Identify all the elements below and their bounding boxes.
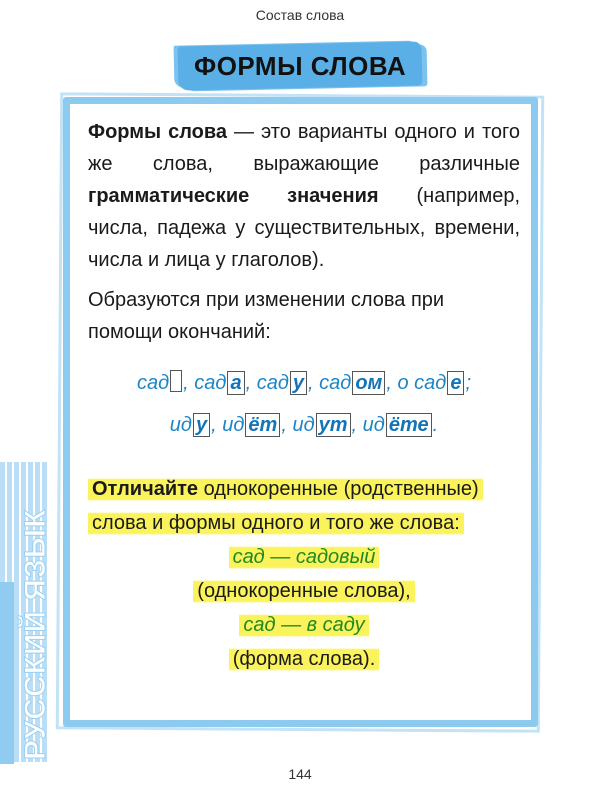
example-ending-box: ом — [352, 371, 385, 395]
example-separator: , — [211, 414, 223, 436]
example-ending-box: е — [447, 371, 464, 395]
example-stem: сад — [319, 372, 352, 394]
example-separator: , — [308, 372, 320, 394]
example-separator: , — [183, 372, 195, 394]
note-bold: Отличайте — [92, 478, 199, 500]
subject-side-label: РУССКИЙ ЯЗЫК — [19, 508, 52, 760]
example-ending-box: ёт — [245, 413, 280, 437]
note-highlight — [88, 476, 483, 536]
pair-1-words: сад — садовый — [229, 544, 380, 570]
example-separator: , — [281, 414, 293, 436]
note-block — [88, 472, 520, 676]
example-stem: сад — [194, 372, 227, 394]
title-wrap — [0, 44, 600, 88]
example-separator: , — [245, 372, 257, 394]
title-highlight — [178, 41, 423, 90]
example-separator: , — [351, 414, 363, 436]
example-stem: ид — [362, 414, 385, 436]
side-solid-bar — [0, 582, 14, 764]
example-stem: ид — [222, 414, 245, 436]
example-stem: сад — [136, 372, 170, 394]
definition-text-2: (например, числа, падежа у существительных, времени, числа и лица у глаголов). — [88, 185, 520, 271]
example-separator: ; — [465, 372, 472, 394]
example-separator: . — [432, 414, 439, 436]
pair-1 — [88, 540, 520, 608]
example-ending-box — [170, 370, 182, 392]
content-area — [88, 116, 520, 676]
example-stem: ид — [169, 414, 192, 436]
examples-line-sad — [88, 362, 520, 404]
example-ending-box: ут — [316, 413, 351, 437]
example-ending-box: у — [290, 371, 307, 395]
note-text: однокоренные (родственные) слова и формы одного и того же слова: — [92, 478, 479, 534]
running-header: Состав слова — [255, 7, 345, 23]
note-paragraph — [88, 472, 520, 540]
page-title: ФОРМЫ СЛОВА — [193, 50, 407, 81]
example-ending-box: ёте — [386, 413, 432, 437]
example-stem: о сад — [397, 372, 447, 394]
pair-1-caption: (однокоренные слова), — [193, 578, 414, 604]
example-stem: ид — [292, 414, 315, 436]
definition-term: Формы слова — [88, 121, 228, 143]
definition-bold-term: грамматические значения — [88, 185, 379, 207]
page-number: 144 — [288, 766, 312, 782]
pair-2-caption: (форма слова). — [229, 646, 380, 672]
definition-paragraph — [88, 116, 520, 276]
example-separator: , — [386, 372, 398, 394]
examples-line-idti — [88, 404, 520, 446]
pair-2-words: сад — в саду — [239, 612, 368, 638]
example-ending-box: а — [227, 371, 244, 395]
example-ending-box: у — [193, 413, 210, 437]
formation-paragraph: Образуются при изменении слова при помощи окончаний: — [88, 289, 445, 343]
examples-block — [88, 362, 520, 446]
example-stem: сад — [256, 372, 289, 394]
definition-text-1: — это варианты одного и того же слова, выражающие различные — [88, 121, 520, 175]
pair-2 — [88, 608, 520, 676]
